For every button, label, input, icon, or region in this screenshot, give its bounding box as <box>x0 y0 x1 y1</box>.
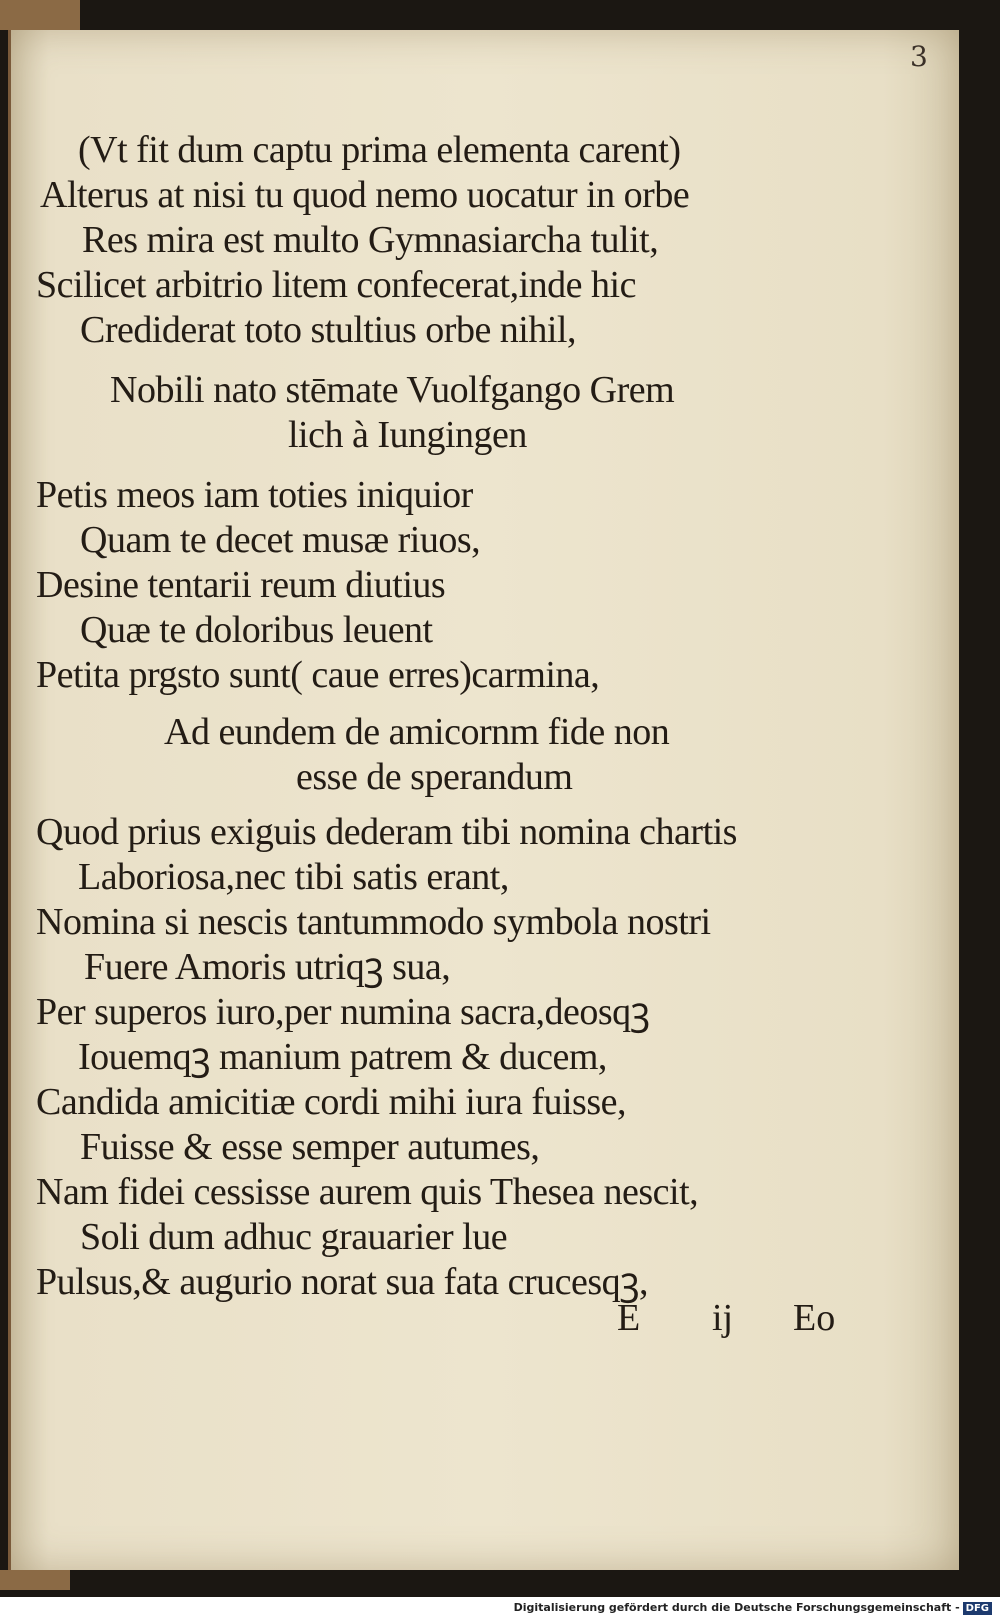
text-line: Nomina si nescis tantummodo symbola nostri <box>36 901 711 943</box>
text-line: Candida amicitiæ cordi mihi iura fuisse, <box>36 1081 626 1123</box>
funding-credit-text: Digitalisierung gefördert durch die Deutsche Forschungsgemeinschaft - <box>513 1601 960 1614</box>
book-edge-bottom <box>0 1570 70 1590</box>
dfg-logo: DFG <box>963 1602 992 1615</box>
signature-mark: E <box>617 1297 641 1339</box>
text-line: Crediderat toto stultius orbe nihil, <box>80 309 576 351</box>
section-heading-line: Nobili nato stēmate Vuolfgango Grem <box>110 369 675 411</box>
text-line: Quam te decet musæ riuos, <box>80 519 481 561</box>
book-edge-top <box>0 0 80 30</box>
text-line: (Vt fit dum captu prima elementa carent) <box>78 129 681 171</box>
text-line: Iouemqꝫ manium patrem & ducem, <box>78 1036 607 1078</box>
text-line: Per superos iuro,per numina sacra,deosqꝫ <box>36 991 650 1033</box>
funding-credit <box>514 1601 992 1615</box>
section-heading-line: lich à Iungingen <box>288 414 527 456</box>
text-line: Petita prgsto sunt( caue erres)carmina, <box>36 654 600 696</box>
text-line: Quod prius exiguis dederam tibi nomina chartis <box>36 811 737 853</box>
text-line: Res mira est multo Gymnasiarcha tulit, <box>82 219 659 261</box>
text-line: Pulsus,& augurio norat sua fata crucesqꝫ, <box>36 1261 649 1303</box>
section-heading-line: esse de sperandum <box>296 756 573 798</box>
signature-number: ij <box>712 1297 734 1339</box>
text-line: Scilicet arbitrio litem confecerat,inde hic <box>36 264 636 306</box>
section-heading-line: Ad eundem de amicornm fide non <box>164 711 670 753</box>
folio-number: 3 <box>910 40 928 73</box>
text-line: Quæ te doloribus leuent <box>80 609 433 651</box>
text-line: Soli dum adhuc grauarier lue <box>80 1216 508 1258</box>
text-line: Petis meos iam toties iniquior <box>36 474 473 516</box>
text-line: Alterus at nisi tu quod nemo uocatur in orbe <box>40 174 690 216</box>
text-line: Laboriosa,nec tibi satis erant, <box>78 856 509 898</box>
catchword: Eo <box>793 1297 836 1339</box>
text-line: Fuisse & esse semper autumes, <box>80 1126 540 1168</box>
text-line: Nam fidei cessisse aurem quis Thesea nescit, <box>36 1171 699 1213</box>
text-line: Desine tentarii reum diutius <box>36 564 446 606</box>
text-line: Fuere Amoris utriqꝫ sua, <box>84 946 451 988</box>
